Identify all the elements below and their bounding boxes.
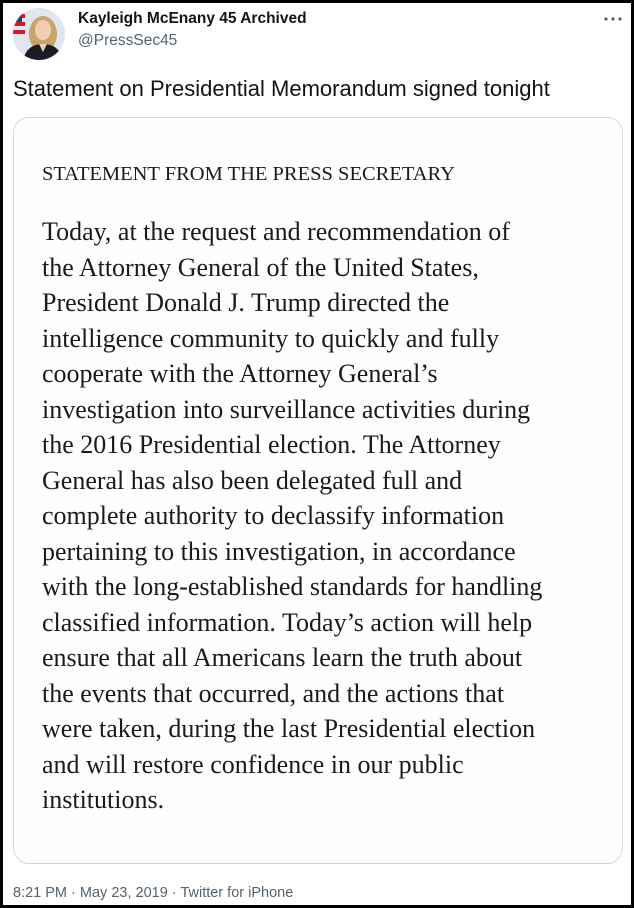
statement-body bbox=[42, 214, 620, 818]
statement-line: intelligence community to quickly and fully bbox=[42, 323, 500, 353]
statement-line: complete authority to declassify information bbox=[42, 501, 505, 530]
statement-line: General has also been delegated full and bbox=[42, 465, 463, 495]
statement-line: classified information. Today’s action will help bbox=[42, 607, 533, 637]
statement-line: President Donald J. Trump directed the bbox=[42, 288, 450, 317]
display-name[interactable]: Kayleigh McEnany 45 Archived bbox=[78, 10, 307, 27]
statement-line: cooperate with the Attorney General’s bbox=[42, 359, 438, 388]
avatar[interactable] bbox=[13, 8, 65, 60]
statement-line: pertaining to this investigation, in accordance bbox=[42, 536, 516, 566]
statement-line: the events that occurred, and the actions that bbox=[42, 678, 505, 708]
tweet-text: Statement on Presidential Memorandum signed tonight bbox=[13, 76, 550, 101]
statement-line: with the long-established standards for handling bbox=[42, 572, 543, 601]
tweet-source: Twitter for iPhone bbox=[180, 885, 294, 901]
meta-separator: · bbox=[71, 885, 76, 901]
meta-separator: · bbox=[171, 885, 177, 901]
statement-heading: STATEMENT FROM THE PRESS SECRETARY bbox=[42, 163, 455, 185]
profile-photo-icon bbox=[13, 8, 65, 60]
statement-line: the Attorney General of the United States, bbox=[42, 252, 479, 282]
more-horizontal-icon bbox=[604, 17, 622, 21]
statement-line: and will restore confidence in our public bbox=[42, 749, 464, 779]
statement-line: institutions. bbox=[42, 785, 165, 814]
statement-line: ensure that all Americans learn the truth about bbox=[42, 643, 523, 672]
tweet-date-link[interactable]: May 23, 2019 bbox=[79, 885, 168, 901]
more-options-button[interactable] bbox=[599, 9, 627, 29]
tweet-metadata bbox=[13, 885, 293, 901]
statement-line: Today, at the request and recommendation of bbox=[42, 217, 510, 246]
statement-line: were taken, during the last Presidential election bbox=[42, 714, 536, 743]
statement-line: investigation into surveillance activities during bbox=[42, 394, 531, 424]
statement-line: the 2016 Presidential election. The Attorney bbox=[42, 430, 501, 459]
handle[interactable]: @PressSec45 bbox=[78, 32, 178, 49]
tweet-time-link[interactable]: 8:21 PM bbox=[13, 885, 67, 901]
attached-image[interactable] bbox=[13, 117, 623, 864]
